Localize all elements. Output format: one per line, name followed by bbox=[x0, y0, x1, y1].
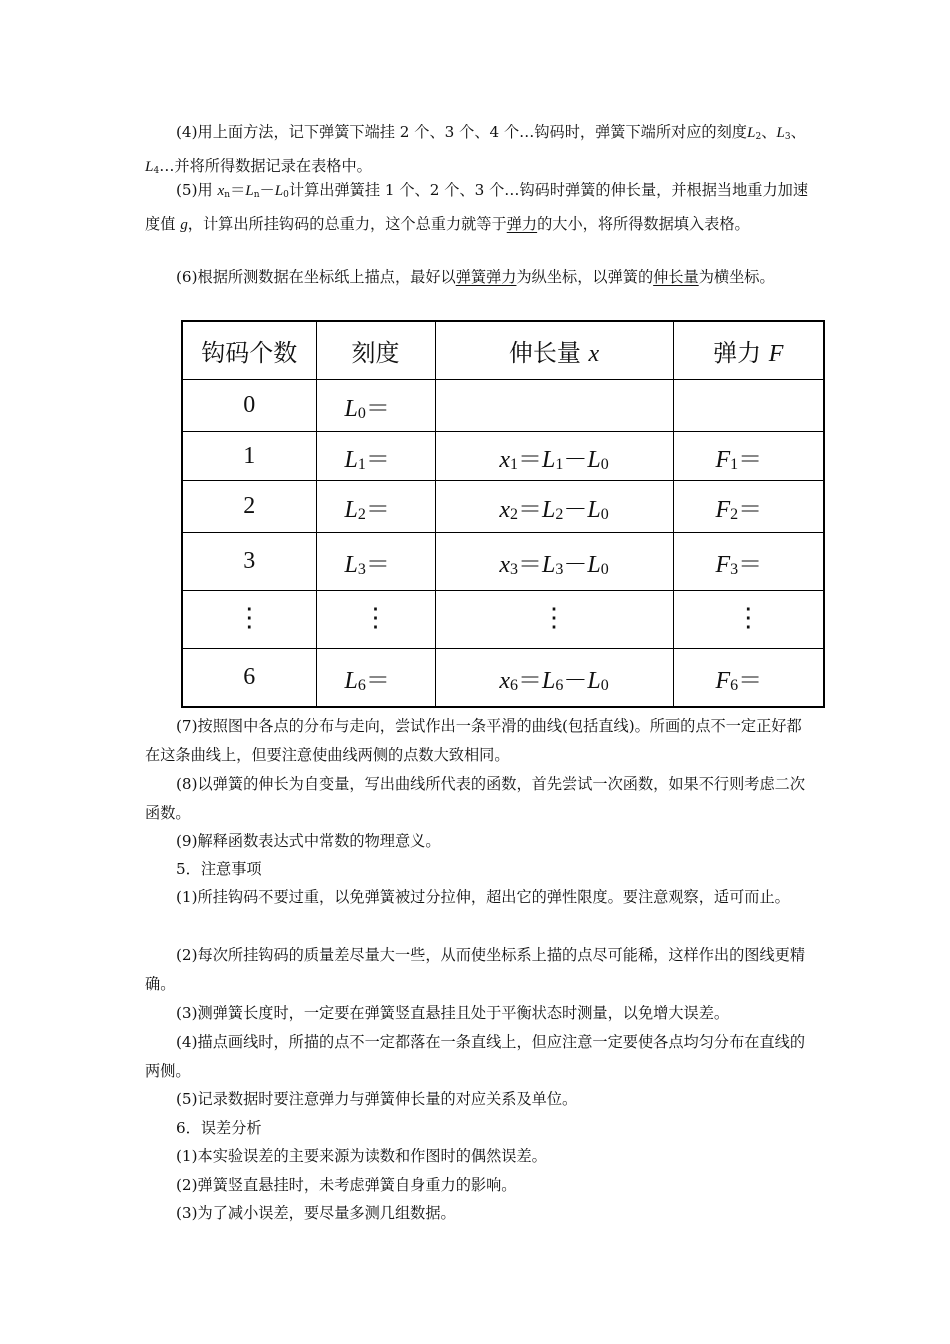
cell-count: 3 bbox=[182, 533, 316, 591]
table-row-ellipsis bbox=[182, 591, 824, 649]
paragraph-step-6: (6)根据所测数据在坐标纸上描点，最好以弹簧弹力为纵坐标，以弹簧的伸长量为横坐标。 bbox=[176, 268, 775, 286]
cell-force bbox=[673, 380, 824, 432]
cell-count: 6 bbox=[182, 649, 316, 707]
underlined-term: 弹簧弹力 bbox=[455, 268, 517, 286]
cell-scale: $L_1=$ bbox=[316, 432, 435, 481]
paragraph-step-9: (9)解释函数表达式中常数的物理意义。 bbox=[176, 832, 441, 850]
underlined-term: 弹力 bbox=[506, 215, 538, 233]
cell-scale: $L_0=$ bbox=[316, 380, 435, 432]
vertical-ellipsis: ⋮ bbox=[673, 591, 824, 649]
table-row bbox=[182, 649, 824, 707]
cell-scale: $L_3=$ bbox=[316, 533, 435, 591]
cell-elongation: $x_1=L_1-L_0$ bbox=[435, 432, 673, 481]
note-5: (5)记录数据时要注意弹力与弹簧伸长量的对应关系及单位。 bbox=[176, 1090, 578, 1108]
error-2: (2)弹簧竖直悬挂时，未考虑弹簧自身重力的影响。 bbox=[176, 1176, 517, 1194]
cell-count: 0 bbox=[182, 380, 316, 432]
vertical-ellipsis: ⋮ bbox=[182, 591, 316, 649]
paragraph-step-4: (4)用上面方法，记下弹簧下端挂 2 个、3 个、4 个…钩码时，弹簧下端所对应的刻度$L_2$、$L_3$、$L_4\dots$并将所得数据记录在表格中。 bbox=[145, 123, 806, 176]
paragraph-step-8: (8)以弹簧的伸长为自变量，写出曲线所代表的函数，首先尝试一次函数，如果不行则考虑二次函数。 bbox=[145, 775, 806, 822]
vertical-ellipsis: ⋮ bbox=[316, 591, 435, 649]
section-heading-6: 6．误差分析 bbox=[176, 1119, 262, 1137]
paragraph-step-7: (7)按照图中各点的分布与走向，尝试作出一条平滑的曲线(包括直线)。所画的点不一定正好都在这条曲线上，但要注意使曲线两侧的点数大致相同。 bbox=[145, 717, 802, 764]
cell-force: $F_3=$ bbox=[673, 533, 824, 591]
note-2: (2)每次所挂钩码的质量差尽量大一些，从而使坐标系上描的点尽可能稀，这样作出的图线更精确。 bbox=[145, 946, 806, 993]
cell-count: 1 bbox=[182, 432, 316, 481]
table-row bbox=[182, 432, 824, 481]
cell-scale: $L_2=$ bbox=[316, 481, 435, 533]
header-count: 钩码个数 bbox=[182, 321, 316, 380]
data-table bbox=[181, 320, 825, 708]
underlined-term: 伸长量 bbox=[653, 268, 699, 286]
cell-scale: $L_6=$ bbox=[316, 649, 435, 707]
error-1: (1)本实验误差的主要来源为读数和作图时的偶然误差。 bbox=[176, 1147, 547, 1165]
cell-elongation: $x_6=L_6-L_0$ bbox=[435, 649, 673, 707]
cell-elongation: $x_2=L_2-L_0$ bbox=[435, 481, 673, 533]
table-row bbox=[182, 380, 824, 432]
cell-elongation: $x_3=L_3-L_0$ bbox=[435, 533, 673, 591]
cell-force: $F_2=$ bbox=[673, 481, 824, 533]
cell-force: $F_6=$ bbox=[673, 649, 824, 707]
paragraph-step-5: (5)用 $x_n=L_n-L_0$计算出弹簧挂 1 个、2 个、3 个…钩码时弹簧的伸长量，并根据当地重力加速度值 g，计算出所挂钩码的总重力，这个总重力就等于弹力的大小，将所得数据填入表格。 bbox=[145, 181, 809, 233]
note-1: (1)所挂钩码不要过重，以免弹簧被过分拉伸，超出它的弹性限度。要注意观察，适可而止。 bbox=[176, 888, 790, 906]
cell-elongation bbox=[435, 380, 673, 432]
note-3: (3)测弹簧长度时，一定要在弹簧竖直悬挂且处于平衡状态时测量，以免增大误差。 bbox=[176, 1004, 730, 1022]
cell-force: $F_1=$ bbox=[673, 432, 824, 481]
table-row bbox=[182, 481, 824, 533]
vertical-ellipsis: ⋮ bbox=[435, 591, 673, 649]
cell-count: 2 bbox=[182, 481, 316, 533]
header-scale: 刻度 bbox=[316, 321, 435, 380]
error-3: (3)为了减小误差，要尽量多测几组数据。 bbox=[176, 1204, 456, 1222]
header-elongation: 伸长量 x bbox=[435, 321, 673, 380]
section-heading-5: 5．注意事项 bbox=[176, 860, 262, 878]
note-4: (4)描点画线时，所描的点不一定都落在一条直线上，但应注意一定要使各点均匀分布在直线的两侧。 bbox=[145, 1033, 806, 1080]
table-header-row bbox=[182, 321, 824, 380]
table-row bbox=[182, 533, 824, 591]
header-force: 弹力 F bbox=[673, 321, 824, 380]
